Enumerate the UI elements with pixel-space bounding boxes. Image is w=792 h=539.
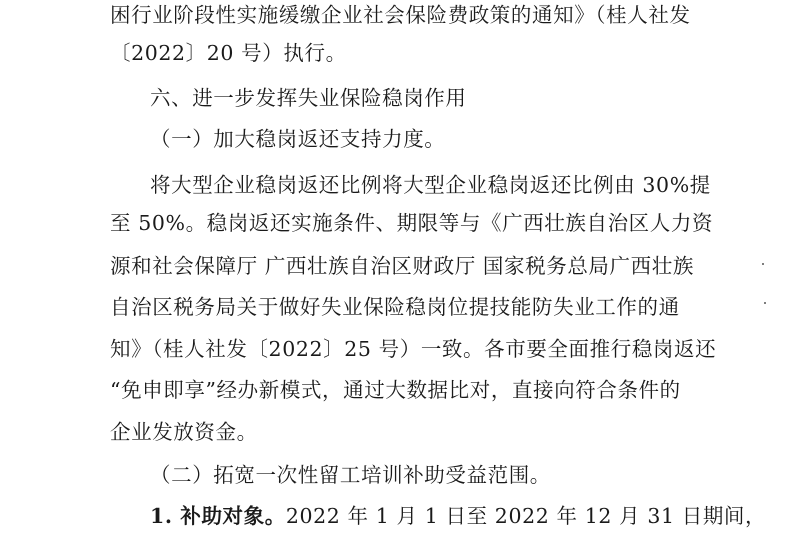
paragraph-line-9: 企业发放资金。 [110, 420, 258, 444]
paragraph-line-8: “免申即享”经办新模式，通过大数据比对，直接向符合条件的 [110, 378, 681, 402]
item-text: 2022 年 1 月 1 日至 2022 年 12 月 31 日期间， [285, 504, 767, 528]
item-line [150, 503, 766, 529]
paragraph-line-6: 自治区税务局关于做好失业保险稳岗位提技能防失业工作的通 [110, 295, 680, 319]
paragraph-line-7: 知》（桂人社发〔2022〕25 号）一致。各市要全面推行稳岗返还 [110, 337, 717, 361]
paragraph-line-2: 〔2022〕20 号）执行。 [110, 41, 347, 65]
item-label: 1. 补助对象。 [150, 504, 286, 528]
scan-speck [762, 263, 764, 265]
paragraph-line-4: 至 50%。稳岗返还实施条件、期限等与《广西壮族自治区人力资 [110, 211, 714, 235]
paragraph-line-5: 源和社会保障厅 广西壮族自治区财政厅 国家税务总局广西壮族 [110, 254, 694, 278]
paragraph-line-3: 将大型企业稳岗返还比例将大型企业稳岗返还比例由 30%提 [150, 173, 711, 197]
section-heading: 六、进一步发挥失业保险稳岗作用 [150, 86, 467, 110]
subsection-heading-2: （二）拓宽一次性留工培训补助受益范围。 [150, 463, 551, 487]
paragraph-line-1: 困行业阶段性实施缓缴企业社会保险费政策的通知》（桂人社发 [110, 3, 691, 27]
subsection-heading: （一）加大稳岗返还支持力度。 [150, 127, 446, 151]
scan-speck [764, 302, 766, 304]
